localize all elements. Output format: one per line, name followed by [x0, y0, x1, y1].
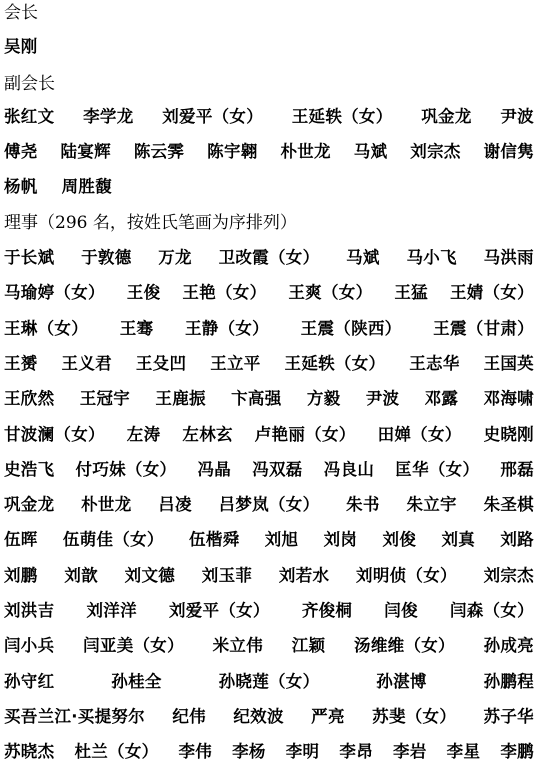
director-name: 孙桂全	[111, 671, 162, 691]
director-name: 苏子华	[483, 706, 534, 726]
director-line	[4, 282, 534, 304]
director-name: 刘文德	[124, 565, 176, 585]
director-name: 王殳凹	[135, 353, 187, 373]
director-name: 孙成亮	[483, 636, 534, 656]
director-name: 闫俊	[384, 601, 418, 620]
director-name: 闫森（女）	[449, 601, 534, 620]
director-name: 吕梦岚（女）	[218, 495, 320, 515]
vice-president-name: 李学龙	[83, 107, 134, 126]
director-name: 伍晖	[4, 530, 38, 550]
director-line	[4, 671, 534, 693]
director-name: 王骞	[119, 318, 154, 338]
director-name: 于敦德	[81, 248, 132, 267]
director-name: 苏斐（女）	[372, 706, 457, 726]
director-name: 马洪雨	[483, 248, 534, 267]
director-name: 李岩	[393, 742, 427, 762]
director-name: 王立平	[210, 353, 261, 373]
director-name: 李明	[285, 742, 320, 762]
director-name: 马小飞	[406, 248, 457, 267]
director-name: 苏晓杰	[4, 742, 55, 762]
director-name: 刘真	[441, 530, 476, 550]
director-name: 李星	[446, 742, 481, 762]
director-name: 于长斌	[4, 248, 55, 267]
director-name: 伍萌佳（女）	[62, 530, 164, 550]
director-name: 米立伟	[212, 636, 264, 656]
director-name: 刘旭	[264, 530, 299, 550]
vice-president-name: 王延轶（女）	[291, 107, 393, 126]
director-name: 卞高强	[231, 389, 282, 409]
director-name: 刘宗杰	[483, 565, 534, 585]
director-name: 刘若水	[278, 565, 330, 585]
director-name: 纪效波	[233, 706, 284, 726]
director-name: 孙鹏程	[483, 671, 534, 691]
director-name: 李杨	[232, 742, 266, 762]
vice-president-name: 尹波	[500, 107, 534, 126]
director-name: 刘俊	[382, 530, 417, 550]
director-name: 王静（女）	[184, 318, 269, 338]
vice-president-line	[4, 141, 534, 163]
director-name: 王震（甘肃）	[433, 318, 534, 338]
vice-president-name: 陈宇翱	[207, 142, 258, 161]
director-line	[4, 318, 534, 340]
director-line	[4, 600, 534, 622]
director-name: 刘鹏	[4, 565, 38, 585]
director-name: 王猛	[394, 283, 428, 303]
director-name: 付巧妹（女）	[75, 459, 177, 479]
director-name: 王冠宇	[79, 389, 131, 409]
director-name: 邓露	[424, 389, 459, 409]
director-name: 马瑜婷（女）	[4, 283, 105, 303]
director-name: 田婵（女）	[377, 424, 462, 444]
vice-president-line	[4, 176, 534, 198]
director-name: 史浩飞	[4, 459, 55, 479]
director-name: 冯双磊	[252, 459, 303, 479]
vice-president-name: 刘爱平（女）	[162, 107, 264, 126]
director-name: 孙湛博	[376, 671, 427, 691]
director-name: 刘明侦（女）	[356, 565, 457, 585]
director-line	[4, 388, 534, 410]
director-name: 王婧（女）	[449, 283, 534, 303]
director-name: 刘爱平（女）	[168, 601, 270, 620]
director-name: 严亮	[311, 706, 345, 726]
director-name: 左林玄	[182, 424, 233, 444]
director-name: 王琳（女）	[4, 318, 88, 338]
vice-president-heading: 副会长	[4, 74, 55, 94]
director-line	[4, 247, 534, 269]
director-line	[4, 565, 534, 587]
director-name: 刘岗	[323, 530, 358, 550]
director-name: 李伟	[178, 742, 213, 762]
director-line	[4, 529, 534, 551]
director-name: 刘玉菲	[201, 565, 253, 585]
director-name: 闫小兵	[4, 636, 55, 656]
director-name: 王震（陕西）	[300, 318, 402, 338]
president-heading: 会长	[4, 3, 38, 23]
director-name: 王欣然	[4, 389, 55, 409]
director-name: 江颖	[291, 636, 326, 656]
director-name: 刘洪吉	[4, 601, 55, 620]
vice-president-name: 刘宗杰	[410, 142, 461, 161]
director-name: 孙晓莲（女）	[218, 671, 320, 691]
director-line	[4, 424, 534, 446]
vice-president-name: 马斌	[353, 142, 388, 161]
director-name: 闫亚美（女）	[83, 636, 184, 656]
director-name: 冯良山	[323, 459, 375, 479]
director-name: 方毅	[306, 389, 341, 409]
vice-president-name: 陈云霁	[133, 142, 185, 161]
director-name: 朱圣棋	[483, 495, 534, 515]
directors-heading: 理事（296 名，按姓氏笔画为序排列）	[4, 213, 297, 233]
president-line	[4, 36, 534, 58]
director-name: 孙守红	[4, 671, 55, 691]
director-name: 朱立宇	[406, 495, 457, 515]
director-name: 左涛	[126, 424, 161, 444]
director-name: 邓海啸	[483, 389, 534, 409]
director-name: 刘路	[500, 530, 534, 550]
director-name: 史晓刚	[483, 424, 534, 444]
vice-president-name: 周胜馥	[61, 177, 113, 196]
director-name: 卢艳丽（女）	[254, 424, 356, 444]
director-name: 邢磊	[500, 459, 534, 479]
director-name: 刘歆	[64, 565, 98, 585]
director-name: 吕凌	[158, 495, 192, 515]
director-name: 王爽（女）	[288, 283, 373, 303]
vice-president-name: 朴世龙	[280, 142, 331, 161]
director-line	[4, 741, 534, 763]
vice-president-name: 张红文	[4, 107, 55, 126]
director-name: 汤维维（女）	[354, 636, 455, 656]
director-line	[4, 459, 534, 481]
director-name: 朴世龙	[81, 495, 132, 515]
director-name: 王志华	[409, 353, 460, 373]
director-name: 匡华（女）	[395, 459, 480, 479]
president-name: 吴刚	[4, 37, 38, 56]
vice-president-name: 傅尧	[4, 142, 38, 161]
director-name: 伍楷舜	[189, 530, 240, 550]
director-line	[4, 635, 534, 657]
director-name: 王艳（女）	[182, 283, 267, 303]
vice-president-line	[4, 106, 534, 128]
director-name: 朱书	[346, 495, 380, 515]
director-line	[4, 353, 534, 375]
director-line	[4, 706, 534, 728]
vice-president-name: 谢信隽	[483, 142, 534, 161]
director-name: 王俊	[126, 283, 161, 303]
director-name: 尹波	[365, 389, 400, 409]
director-name: 王赟	[4, 353, 38, 373]
director-name: 卫改霞（女）	[218, 248, 320, 267]
vice-president-name: 巩金龙	[421, 107, 472, 126]
director-name: 李昂	[339, 742, 373, 762]
vice-president-name: 杨帆	[4, 177, 38, 196]
director-name: 巩金龙	[4, 495, 55, 515]
director-name: 万龙	[158, 248, 192, 267]
director-name: 李鹏	[500, 742, 534, 762]
director-name: 马斌	[346, 248, 380, 267]
director-name: 王延轶（女）	[284, 353, 386, 373]
director-name: 王义君	[61, 353, 112, 373]
director-line	[4, 494, 534, 516]
director-name: 甘波澜（女）	[4, 424, 105, 444]
director-name: 王鹿振	[155, 389, 206, 409]
director-name: 纪伟	[172, 706, 206, 726]
director-name: 杜兰（女）	[74, 742, 159, 762]
director-name: 刘洋洋	[86, 601, 137, 620]
director-name: 买吾兰江·买提努尔	[4, 706, 145, 726]
vice-president-name: 陆宴辉	[60, 142, 111, 161]
director-name: 冯晶	[197, 459, 232, 479]
director-name: 王国英	[483, 353, 534, 373]
director-name: 齐俊桐	[301, 601, 353, 620]
